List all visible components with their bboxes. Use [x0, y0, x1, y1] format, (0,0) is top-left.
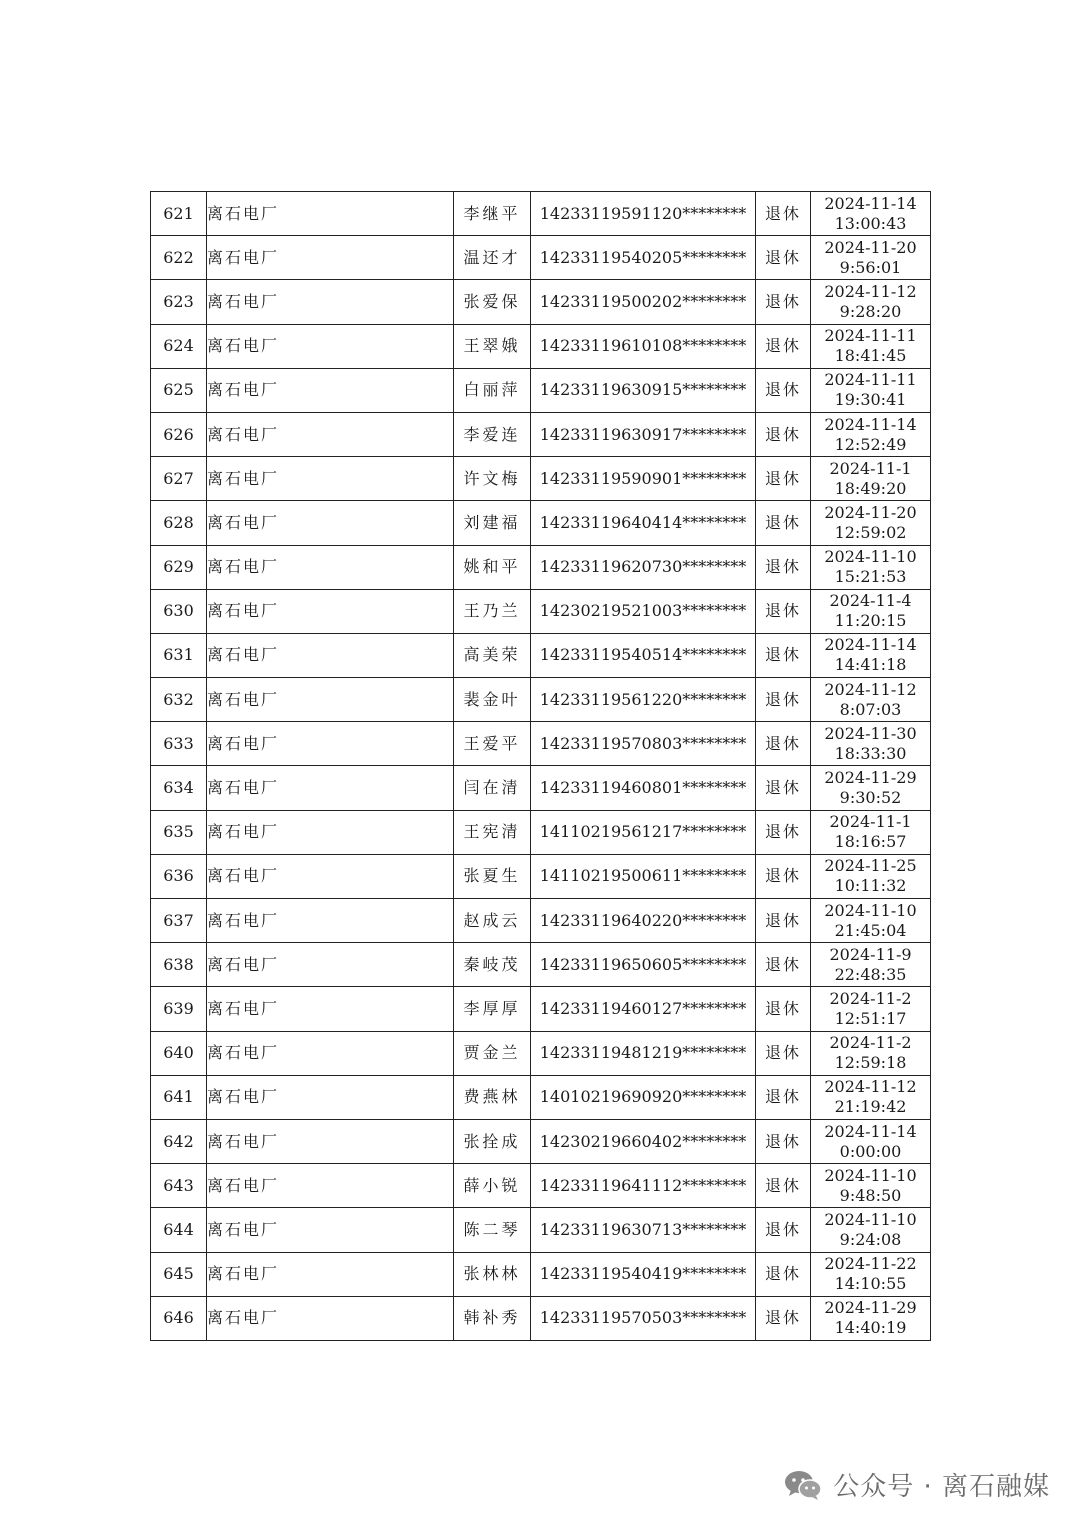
name-cell: 裴金叶 — [454, 678, 531, 722]
row-number-cell: 628 — [151, 501, 207, 545]
id-number-cell: 14233119540419******** — [531, 1252, 756, 1296]
unit-cell: 离石电厂 — [207, 545, 454, 589]
timestamp-date: 2024-11-29 — [824, 768, 917, 788]
table-row — [151, 324, 931, 368]
status-cell: 退休 — [756, 280, 811, 324]
timestamp-cell — [811, 1296, 931, 1340]
timestamp-cell — [811, 633, 931, 677]
unit-cell: 离石电厂 — [207, 943, 454, 987]
timestamp-time: 21:45:04 — [834, 920, 907, 940]
unit-cell: 离石电厂 — [207, 501, 454, 545]
roster-table — [150, 191, 931, 1341]
name-cell: 韩补秀 — [454, 1296, 531, 1340]
timestamp-time: 9:48:50 — [839, 1185, 902, 1205]
timestamp-cell — [811, 1119, 931, 1163]
row-number-cell: 645 — [151, 1252, 207, 1296]
timestamp-date: 2024-11-12 — [824, 281, 917, 301]
name-cell: 白丽萍 — [454, 368, 531, 412]
row-number-cell: 639 — [151, 987, 207, 1031]
id-number-cell: 14233119590901******** — [531, 457, 756, 501]
id-number-cell: 14233119650605******** — [531, 943, 756, 987]
id-number-cell: 14233119561220******** — [531, 678, 756, 722]
row-number-cell: 646 — [151, 1296, 207, 1340]
id-number-cell: 14233119591120******** — [531, 192, 756, 236]
name-cell: 李爱连 — [454, 412, 531, 456]
status-cell: 退休 — [756, 1296, 811, 1340]
timestamp-date: 2024-11-14 — [824, 193, 917, 213]
status-cell: 退休 — [756, 766, 811, 810]
unit-cell: 离石电厂 — [207, 1296, 454, 1340]
id-number-cell: 14233119610108******** — [531, 324, 756, 368]
row-number-cell: 635 — [151, 810, 207, 854]
unit-cell: 离石电厂 — [207, 1031, 454, 1075]
timestamp-date: 2024-11-14 — [824, 414, 917, 434]
row-number-cell: 633 — [151, 722, 207, 766]
timestamp-date: 2024-11-4 — [829, 591, 912, 611]
name-cell: 王爱平 — [454, 722, 531, 766]
timestamp-date: 2024-11-22 — [824, 1254, 917, 1274]
timestamp-date: 2024-11-12 — [824, 679, 917, 699]
table-row — [151, 1164, 931, 1208]
row-number-cell: 621 — [151, 192, 207, 236]
name-cell: 李继平 — [454, 192, 531, 236]
unit-cell: 离石电厂 — [207, 810, 454, 854]
row-number-cell: 631 — [151, 633, 207, 677]
timestamp-time: 12:59:02 — [834, 522, 907, 542]
timestamp-time: 18:16:57 — [834, 832, 907, 852]
timestamp-time: 15:21:53 — [834, 567, 907, 587]
status-cell: 退休 — [756, 1208, 811, 1252]
unit-cell: 离石电厂 — [207, 589, 454, 633]
name-cell: 刘建福 — [454, 501, 531, 545]
name-cell: 李厚厚 — [454, 987, 531, 1031]
timestamp-cell — [811, 280, 931, 324]
id-number-cell: 14233119570503******** — [531, 1296, 756, 1340]
table-row — [151, 1119, 931, 1163]
timestamp-time: 9:28:20 — [839, 301, 902, 321]
status-cell: 退休 — [756, 1031, 811, 1075]
unit-cell: 离石电厂 — [207, 854, 454, 898]
status-cell: 退休 — [756, 810, 811, 854]
name-cell: 薛小锐 — [454, 1164, 531, 1208]
unit-cell: 离石电厂 — [207, 1119, 454, 1163]
name-cell: 张夏生 — [454, 854, 531, 898]
table-row — [151, 236, 931, 280]
table-row — [151, 987, 931, 1031]
timestamp-time: 22:48:35 — [834, 964, 907, 984]
timestamp-time: 8:07:03 — [839, 699, 902, 719]
status-cell: 退休 — [756, 192, 811, 236]
timestamp-date: 2024-11-2 — [829, 988, 912, 1008]
unit-cell: 离石电厂 — [207, 1208, 454, 1252]
timestamp-time: 9:30:52 — [839, 788, 902, 808]
table-row — [151, 280, 931, 324]
timestamp-time: 0:00:00 — [839, 1141, 902, 1161]
id-number-cell: 14233119500202******** — [531, 280, 756, 324]
status-cell: 退休 — [756, 943, 811, 987]
table-row — [151, 368, 931, 412]
status-cell: 退休 — [756, 501, 811, 545]
row-number-cell: 634 — [151, 766, 207, 810]
row-number-cell: 642 — [151, 1119, 207, 1163]
row-number-cell: 622 — [151, 236, 207, 280]
name-cell: 高美荣 — [454, 633, 531, 677]
name-cell: 王翠娥 — [454, 324, 531, 368]
wechat-icon — [783, 1469, 823, 1501]
timestamp-date: 2024-11-10 — [824, 547, 917, 567]
timestamp-time: 12:51:17 — [834, 1008, 907, 1028]
id-number-cell: 14233119460801******** — [531, 766, 756, 810]
status-cell: 退休 — [756, 589, 811, 633]
timestamp-cell — [811, 1075, 931, 1119]
id-number-cell: 14233119640220******** — [531, 899, 756, 943]
table-row — [151, 1075, 931, 1119]
status-cell: 退休 — [756, 368, 811, 412]
name-cell: 王乃兰 — [454, 589, 531, 633]
timestamp-date: 2024-11-10 — [824, 1209, 917, 1229]
status-cell: 退休 — [756, 1164, 811, 1208]
name-cell: 姚和平 — [454, 545, 531, 589]
timestamp-cell — [811, 545, 931, 589]
timestamp-date: 2024-11-9 — [829, 944, 912, 964]
unit-cell: 离石电厂 — [207, 1252, 454, 1296]
table-row — [151, 766, 931, 810]
row-number-cell: 636 — [151, 854, 207, 898]
timestamp-cell — [811, 501, 931, 545]
table-row — [151, 810, 931, 854]
name-cell: 秦岐茂 — [454, 943, 531, 987]
table-row — [151, 943, 931, 987]
timestamp-cell — [811, 722, 931, 766]
timestamp-date: 2024-11-10 — [824, 900, 917, 920]
status-cell: 退休 — [756, 412, 811, 456]
timestamp-cell — [811, 368, 931, 412]
status-cell: 退休 — [756, 987, 811, 1031]
name-cell: 温还才 — [454, 236, 531, 280]
id-number-cell: 14233119630915******** — [531, 368, 756, 412]
unit-cell: 离石电厂 — [207, 987, 454, 1031]
timestamp-date: 2024-11-30 — [824, 723, 917, 743]
unit-cell: 离石电厂 — [207, 678, 454, 722]
timestamp-date: 2024-11-2 — [829, 1033, 912, 1053]
timestamp-cell — [811, 1252, 931, 1296]
timestamp-time: 9:24:08 — [839, 1229, 902, 1249]
row-number-cell: 638 — [151, 943, 207, 987]
name-cell: 张爱保 — [454, 280, 531, 324]
timestamp-cell — [811, 987, 931, 1031]
id-number-cell: 14233119570803******** — [531, 722, 756, 766]
id-number-cell: 14233119460127******** — [531, 987, 756, 1031]
timestamp-cell — [811, 236, 931, 280]
status-cell: 退休 — [756, 1252, 811, 1296]
name-cell: 王宪清 — [454, 810, 531, 854]
row-number-cell: 632 — [151, 678, 207, 722]
table-row — [151, 457, 931, 501]
id-number-cell: 14233119640414******** — [531, 501, 756, 545]
unit-cell: 离石电厂 — [207, 1075, 454, 1119]
name-cell: 赵成云 — [454, 899, 531, 943]
unit-cell: 离石电厂 — [207, 633, 454, 677]
unit-cell: 离石电厂 — [207, 412, 454, 456]
table-row — [151, 722, 931, 766]
status-cell: 退休 — [756, 457, 811, 501]
row-number-cell: 643 — [151, 1164, 207, 1208]
name-cell: 费燕林 — [454, 1075, 531, 1119]
timestamp-time: 18:33:30 — [834, 743, 907, 763]
timestamp-time: 14:40:19 — [834, 1318, 907, 1338]
unit-cell: 离石电厂 — [207, 192, 454, 236]
unit-cell: 离石电厂 — [207, 457, 454, 501]
timestamp-date: 2024-11-25 — [824, 856, 917, 876]
status-cell: 退休 — [756, 722, 811, 766]
status-cell: 退休 — [756, 854, 811, 898]
id-number-cell: 14010219690920******** — [531, 1075, 756, 1119]
table-row — [151, 192, 931, 236]
timestamp-cell — [811, 192, 931, 236]
timestamp-time: 12:59:18 — [834, 1053, 907, 1073]
timestamp-date: 2024-11-11 — [824, 326, 917, 346]
status-cell: 退休 — [756, 899, 811, 943]
unit-cell: 离石电厂 — [207, 899, 454, 943]
table-row — [151, 589, 931, 633]
timestamp-date: 2024-11-1 — [829, 812, 912, 832]
timestamp-time: 18:41:45 — [834, 346, 907, 366]
timestamp-time: 19:30:41 — [834, 390, 907, 410]
status-cell: 退休 — [756, 1075, 811, 1119]
status-cell: 退休 — [756, 324, 811, 368]
id-number-cell: 14233119630713******** — [531, 1208, 756, 1252]
row-number-cell: 640 — [151, 1031, 207, 1075]
table-row — [151, 854, 931, 898]
unit-cell: 离石电厂 — [207, 236, 454, 280]
id-number-cell: 14233119540205******** — [531, 236, 756, 280]
table-row — [151, 545, 931, 589]
timestamp-cell — [811, 766, 931, 810]
row-number-cell: 624 — [151, 324, 207, 368]
timestamp-date: 2024-11-11 — [824, 370, 917, 390]
row-number-cell: 630 — [151, 589, 207, 633]
status-cell: 退休 — [756, 236, 811, 280]
timestamp-date: 2024-11-29 — [824, 1298, 917, 1318]
table-row — [151, 633, 931, 677]
row-number-cell: 629 — [151, 545, 207, 589]
status-cell: 退休 — [756, 1119, 811, 1163]
watermark-text: 公众号 · 离石融媒 — [833, 1472, 1050, 1502]
timestamp-date: 2024-11-20 — [824, 237, 917, 257]
timestamp-cell — [811, 457, 931, 501]
timestamp-cell — [811, 589, 931, 633]
name-cell: 陈二琴 — [454, 1208, 531, 1252]
name-cell: 张林林 — [454, 1252, 531, 1296]
timestamp-time: 13:00:43 — [834, 213, 907, 233]
timestamp-time: 11:20:15 — [834, 611, 907, 631]
timestamp-time: 10:11:32 — [834, 876, 907, 896]
row-number-cell: 644 — [151, 1208, 207, 1252]
roster-body — [151, 192, 931, 1341]
status-cell: 退休 — [756, 678, 811, 722]
unit-cell: 离石电厂 — [207, 324, 454, 368]
id-number-cell: 14233119540514******** — [531, 633, 756, 677]
timestamp-time: 14:10:55 — [834, 1274, 907, 1294]
id-number-cell: 14233119481219******** — [531, 1031, 756, 1075]
table-row — [151, 1208, 931, 1252]
timestamp-date: 2024-11-12 — [824, 1077, 917, 1097]
row-number-cell: 627 — [151, 457, 207, 501]
timestamp-time: 18:49:20 — [834, 478, 907, 498]
table-row — [151, 678, 931, 722]
timestamp-cell — [811, 810, 931, 854]
timestamp-time: 21:19:42 — [834, 1097, 907, 1117]
timestamp-cell — [811, 1208, 931, 1252]
table-row — [151, 501, 931, 545]
timestamp-date: 2024-11-20 — [824, 502, 917, 522]
id-number-cell: 14233119620730******** — [531, 545, 756, 589]
unit-cell: 离石电厂 — [207, 722, 454, 766]
name-cell: 张拴成 — [454, 1119, 531, 1163]
timestamp-time: 14:41:18 — [834, 655, 907, 675]
unit-cell: 离石电厂 — [207, 1164, 454, 1208]
unit-cell: 离石电厂 — [207, 766, 454, 810]
name-cell: 贾金兰 — [454, 1031, 531, 1075]
timestamp-time: 12:52:49 — [834, 434, 907, 454]
row-number-cell: 637 — [151, 899, 207, 943]
unit-cell: 离石电厂 — [207, 368, 454, 412]
table-row — [151, 1296, 931, 1340]
id-number-cell: 14233119641112******** — [531, 1164, 756, 1208]
row-number-cell: 623 — [151, 280, 207, 324]
name-cell: 许文梅 — [454, 457, 531, 501]
timestamp-time: 9:56:01 — [839, 257, 902, 277]
row-number-cell: 625 — [151, 368, 207, 412]
id-number-cell: 14110219561217******** — [531, 810, 756, 854]
timestamp-cell — [811, 854, 931, 898]
row-number-cell: 641 — [151, 1075, 207, 1119]
name-cell: 闫在清 — [454, 766, 531, 810]
table-row — [151, 412, 931, 456]
status-cell: 退休 — [756, 633, 811, 677]
id-number-cell: 14230219521003******** — [531, 589, 756, 633]
timestamp-cell — [811, 899, 931, 943]
timestamp-cell — [811, 1031, 931, 1075]
timestamp-cell — [811, 324, 931, 368]
unit-cell: 离石电厂 — [207, 280, 454, 324]
watermark — [783, 1466, 1050, 1503]
timestamp-date: 2024-11-14 — [824, 635, 917, 655]
status-cell: 退休 — [756, 545, 811, 589]
table-row — [151, 899, 931, 943]
timestamp-cell — [811, 943, 931, 987]
id-number-cell: 14230219660402******** — [531, 1119, 756, 1163]
row-number-cell: 626 — [151, 412, 207, 456]
id-number-cell: 14110219500611******** — [531, 854, 756, 898]
timestamp-cell — [811, 1164, 931, 1208]
timestamp-date: 2024-11-10 — [824, 1165, 917, 1185]
table-row — [151, 1031, 931, 1075]
timestamp-cell — [811, 678, 931, 722]
timestamp-date: 2024-11-14 — [824, 1121, 917, 1141]
timestamp-date: 2024-11-1 — [829, 458, 912, 478]
timestamp-cell — [811, 412, 931, 456]
table-row — [151, 1252, 931, 1296]
id-number-cell: 14233119630917******** — [531, 412, 756, 456]
